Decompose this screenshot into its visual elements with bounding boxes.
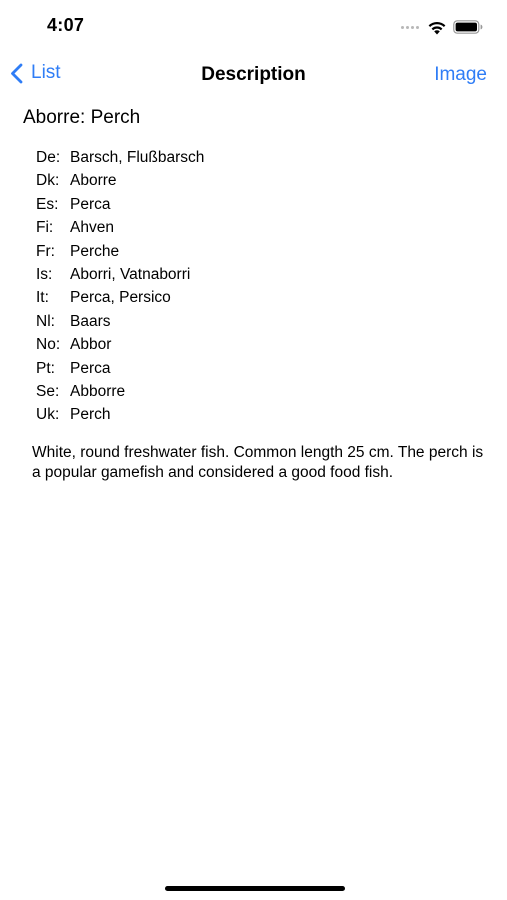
image-button[interactable]: Image (434, 64, 487, 85)
language-code: Pt: (36, 359, 55, 377)
status-time: 4:07 (47, 15, 85, 35)
translation-row (36, 380, 204, 403)
translation-row (36, 357, 204, 380)
language-code: Se: (36, 382, 60, 400)
translation-name: Abborre (70, 382, 126, 400)
translation-row (36, 169, 204, 192)
translation-name: Abbor (70, 336, 112, 354)
translation-name: Perca (70, 359, 111, 377)
wifi-icon (427, 20, 447, 35)
translation-row (36, 146, 204, 169)
translation-name: Barsch, Flußbarsch (70, 149, 205, 166)
language-code: Uk: (36, 406, 60, 424)
status-bar (0, 0, 507, 52)
language-code: Nl: (36, 312, 55, 330)
language-code: No: (36, 336, 61, 354)
translation-name: Aborre (70, 172, 117, 190)
cellular-signal-icon (401, 26, 419, 29)
translation-name: Perca (70, 195, 111, 213)
fish-heading: Aborre: Perch (23, 107, 141, 128)
translation-name: Perche (70, 242, 120, 260)
language-code: Is: (36, 265, 53, 283)
translation-row (36, 193, 204, 216)
navigation-bar (0, 52, 507, 98)
translation-row (36, 216, 204, 239)
language-code: De: (36, 149, 61, 166)
translation-row (36, 240, 204, 263)
translation-name: Ahven (70, 219, 114, 237)
back-button-label: List (31, 62, 61, 83)
translation-row (36, 403, 204, 426)
translation-row (36, 333, 204, 356)
language-code: Es: (36, 195, 59, 213)
translation-name: Perca, Persico (70, 289, 171, 307)
language-code: Fi: (36, 219, 54, 237)
fish-description: White, round freshwater fish. Common length 25 cm. The perch is a popular gamefish and considered a good food fish. (32, 444, 484, 481)
translation-row (36, 310, 204, 333)
language-code: It: (36, 289, 49, 307)
status-icons (401, 17, 483, 37)
language-code: Fr: (36, 242, 55, 260)
translation-name: Aborri, Vatnaborri (70, 265, 191, 283)
translation-name: Perch (70, 406, 111, 424)
home-indicator[interactable] (165, 886, 345, 891)
translation-name: Baars (70, 312, 111, 330)
translation-row (36, 286, 204, 309)
language-code: Dk: (36, 172, 60, 190)
battery-icon (453, 20, 483, 34)
translations-list (36, 146, 204, 427)
page-title: Description (201, 64, 306, 85)
translation-row (36, 263, 204, 286)
